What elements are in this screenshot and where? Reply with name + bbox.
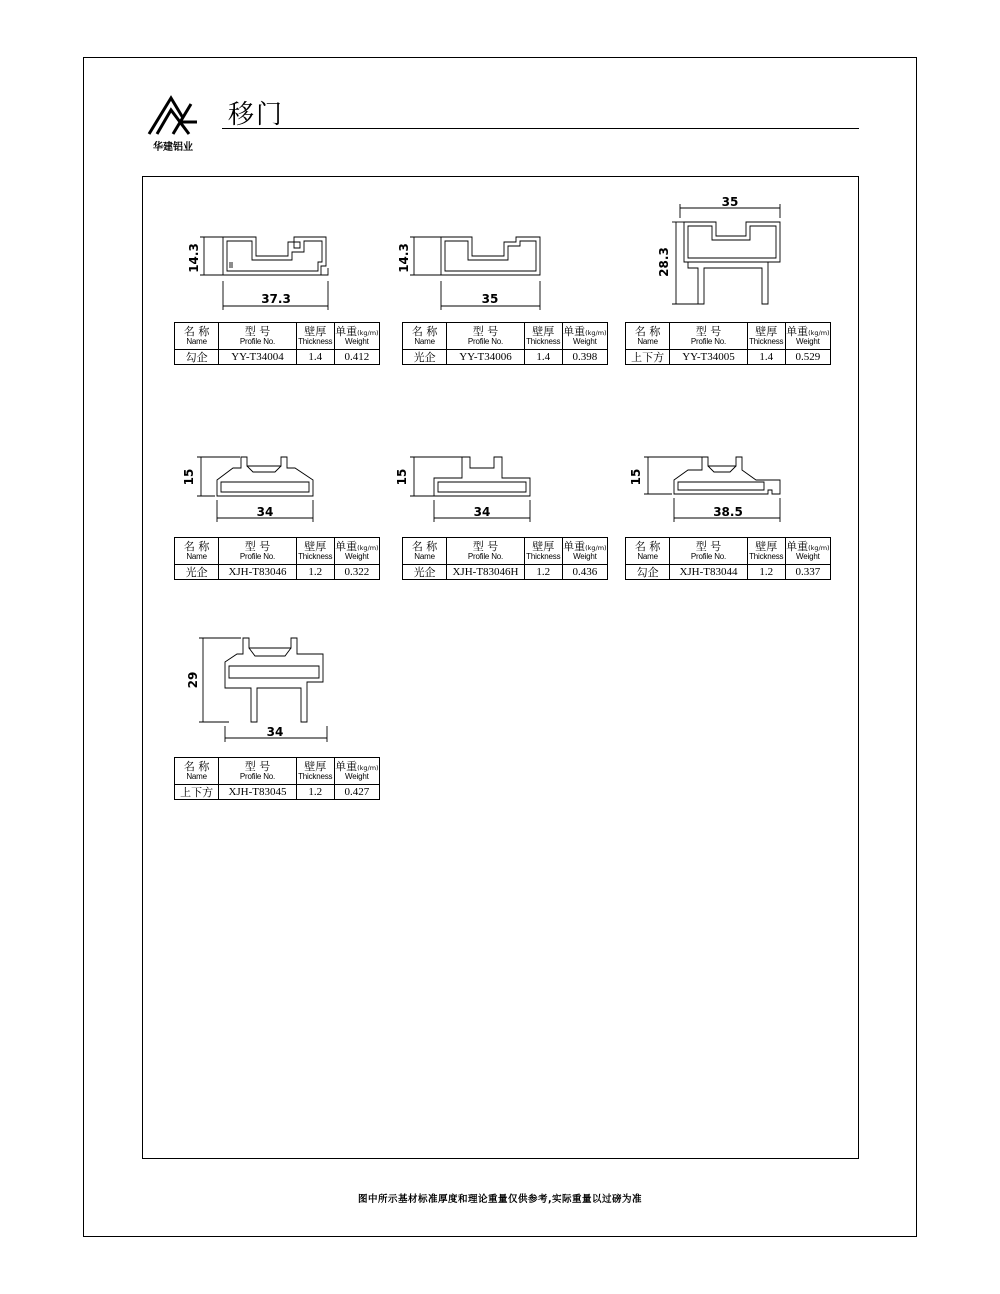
spec-table-4: 名 称 Name 型 号 Profile No. 壁厚 Thickness 单重(kg/m) Weight 光企 XJH-T83046 1.2 0.322 (174, 537, 380, 580)
height-dim-4: 15 (182, 468, 196, 486)
thickness-cell: 1.2 (747, 565, 785, 580)
weight-cell: 0.337 (785, 565, 830, 580)
thickness-cell: 1.4 (524, 350, 562, 365)
height-dim-3: 28.3 (657, 247, 671, 277)
thickness-cell: 1.2 (524, 565, 562, 580)
table-row (175, 785, 380, 800)
profile-no-cell: YY-T34006 (447, 350, 525, 365)
spec-table-1: 名 称 Name 型 号 Profile No. 壁厚 Thickness 单重(kg/m) Weight 勾企 YY-T34004 1.4 0.412 (174, 322, 380, 365)
name-cell: 上下方 (175, 785, 219, 800)
thickness-cell: 1.4 (296, 350, 334, 365)
spec-table-7: 名 称 Name 型 号 Profile No. 壁厚 Thickness 单重(kg/m) Weight 上下方 XJH-T83045 1.2 0.427 (174, 757, 380, 800)
profile-no-cell: XJH-T83045 (219, 785, 297, 800)
profile-no-cell: YY-T34005 (670, 350, 748, 365)
width-dim-2: 35 (481, 292, 499, 306)
height-dim-5: 15 (395, 468, 409, 486)
thickness-cell: 1.2 (296, 785, 334, 800)
table-row (403, 350, 608, 365)
table-row (403, 565, 608, 580)
thickness-cell: 1.4 (747, 350, 785, 365)
profile-drawing-2 (397, 228, 550, 313)
profile-no-cell: XJH-T83046 (219, 565, 297, 580)
width-dim-3: 35 (721, 195, 739, 209)
width-dim-4: 34 (256, 505, 274, 519)
profile-drawing-7 (185, 630, 335, 745)
profile-drawing-5 (395, 450, 548, 525)
profile-drawing-1 (187, 228, 340, 313)
name-cell: 上下方 (626, 350, 670, 365)
name-cell: 勾企 (175, 350, 219, 365)
name-cell: 光企 (403, 350, 447, 365)
title-rule (222, 128, 859, 129)
width-dim-6: 38.5 (713, 505, 743, 519)
table-row (175, 565, 380, 580)
weight-cell: 0.436 (562, 565, 607, 580)
weight-cell: 0.412 (334, 350, 379, 365)
name-cell: 光企 (403, 565, 447, 580)
height-dim-6: 15 (629, 468, 643, 486)
footer-note: 图中所示基材标准厚度和理论重量仅供参考,实际重量以过磅为准 (357, 1194, 643, 1205)
profile-no-cell: YY-T34004 (219, 350, 297, 365)
weight-cell: 0.398 (562, 350, 607, 365)
profile-no-cell: XJH-T83046H (447, 565, 525, 580)
profile-drawing-4 (182, 450, 335, 525)
height-dim-7: 29 (186, 671, 200, 689)
table-row (626, 350, 831, 365)
spec-table-6: 名 称 Name 型 号 Profile No. 壁厚 Thickness 单重(kg/m) Weight 勾企 XJH-T83044 1.2 0.337 (625, 537, 831, 580)
profile-no-cell: XJH-T83044 (670, 565, 748, 580)
width-dim-1: 37.3 (261, 292, 291, 306)
spec-table-3: 名 称 Name 型 号 Profile No. 壁厚 Thickness 单重(kg/m) Weight 上下方 YY-T34005 1.4 0.529 (625, 322, 831, 365)
weight-cell: 0.322 (334, 565, 379, 580)
table-row (626, 565, 831, 580)
profile-drawing-6 (629, 450, 792, 525)
logo-text: 华建铝业 (153, 142, 193, 153)
width-dim-7: 34 (266, 725, 284, 739)
table-row (175, 350, 380, 365)
name-cell: 光企 (175, 565, 219, 580)
width-dim-5: 34 (473, 505, 491, 519)
height-dim-2: 14.3 (397, 243, 411, 273)
name-cell: 勾企 (626, 565, 670, 580)
weight-cell: 0.427 (334, 785, 379, 800)
spec-table-2: 名 称 Name 型 号 Profile No. 壁厚 Thickness 单重(kg/m) Weight 光企 YY-T34006 1.4 0.398 (402, 322, 608, 365)
weight-cell: 0.529 (785, 350, 830, 365)
page-title: 移门 (228, 100, 285, 130)
height-dim-1: 14.3 (187, 243, 201, 273)
thickness-cell: 1.2 (296, 565, 334, 580)
profile-drawing-3 (652, 196, 792, 311)
spec-table-5: 名 称 Name 型 号 Profile No. 壁厚 Thickness 单重(kg/m) Weight 光企 XJH-T83046H 1.2 0.436 (402, 537, 608, 580)
